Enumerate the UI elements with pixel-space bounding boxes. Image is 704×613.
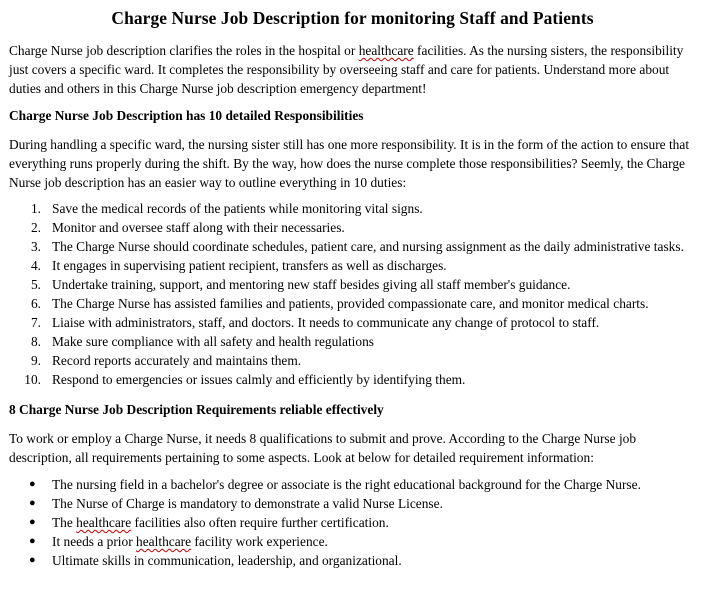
list-item [9,513,696,532]
list-number: 5. [30,277,41,292]
spellcheck-word: healthcare [136,534,192,549]
responsibilities-list [9,199,696,389]
bullet-icon: ● [29,516,36,528]
list-text-before: The Nurse of Charge is mandatory to demonstrate a valid Nurse License. [52,496,443,511]
list-item [9,313,696,332]
intro-text-before: Charge Nurse job description clarifies the roles in the hospital or [9,43,359,58]
list-text: It engages in supervising patient recipient, transfers as well as discharges. [52,258,447,273]
bullet-icon: ● [29,554,36,566]
bullet-icon: ● [29,478,36,490]
list-text-before: It needs a prior [52,534,137,549]
bullet-icon: ● [29,497,36,509]
list-text: Liaise with administrators, staff, and doctors. It needs to communicate any change of protocol to staff. [52,315,600,330]
list-number: 4. [30,258,41,273]
list-text: Monitor and oversee staff along with their necessaries. [52,220,345,235]
spellcheck-word: healthcare [358,43,414,58]
list-text-after: facilities also often require further certification. [131,515,389,530]
requirements-list [9,475,696,570]
list-item [9,294,696,313]
list-number: 6. [30,296,41,311]
list-text: Make sure compliance with all safety and health regulations [52,334,375,349]
document-title: Charge Nurse Job Description for monitoring Staff and Patients [111,8,594,28]
list-item [9,275,696,294]
list-text-after: facility work experience. [191,534,328,549]
list-number: 7. [30,315,41,330]
list-item [9,475,696,494]
list-number: 2. [30,220,41,235]
list-text-before: The nursing field in a bachelor's degree or associate is the right educational background for the Charge Nurse. [52,477,641,492]
list-text-before: Ultimate skills in communication, leadership, and organizational. [52,553,402,568]
requirements-paragraph: To work or employ a Charge Nurse, it needs 8 qualifications to submit and prove. According to the Charge Nurse job description, all requirements pertaining to some aspects. Look at below for detailed requirement information: [9,431,637,465]
list-number: 3. [30,239,41,254]
list-text: Undertake training, support, and mentoring new staff besides giving all staff member's guidance. [52,277,571,292]
list-item [9,218,696,237]
list-number: 1. [30,201,41,216]
list-item [9,256,696,275]
list-item [9,494,696,513]
intro-paragraph [9,41,696,98]
bullet-icon: ● [29,535,36,547]
list-number: 9. [30,353,41,368]
list-item [9,332,696,351]
list-text-before: The [52,515,77,530]
list-item [9,370,696,389]
spellcheck-word: healthcare [76,515,132,530]
intro-text-after: facilities. As the nursing sisters, the responsibility just covers a specific ward. It completes the responsibility by overseeing staff and care for patients. Understand more about duties and others in this Charge Nurse job description emergency department! [9,43,684,96]
list-text: Record reports accurately and maintains them. [52,353,302,368]
list-item [9,532,696,551]
list-item [9,351,696,370]
list-text: The Charge Nurse has assisted families and patients, provided compassionate care, and monitor medical charts. [52,296,649,311]
responsibilities-paragraph: During handling a specific ward, the nursing sister still has one more responsibility. It is in the form of the action to ensure that everything runs properly during the shift. By the way, how does the nurse complete those responsibilities? Seemly, the Charge Nurse job description has an easier way to outline everything in 10 duties: [9,137,690,190]
list-number: 10. [24,372,41,387]
requirements-heading: 8 Charge Nurse Job Description Requirements reliable effectively [9,402,384,417]
list-number: 8. [30,334,41,349]
list-item [9,199,696,218]
list-item [9,237,696,256]
list-item [9,551,696,570]
list-text: The Charge Nurse should coordinate schedules, patient care, and nursing assignment as the daily administrative tasks. [52,239,684,254]
list-text: Save the medical records of the patients while monitoring vital signs. [52,201,423,216]
list-text: Respond to emergencies or issues calmly and efficiently by identifying them. [52,372,466,387]
responsibilities-heading: Charge Nurse Job Description has 10 detailed Responsibilities [9,108,364,123]
